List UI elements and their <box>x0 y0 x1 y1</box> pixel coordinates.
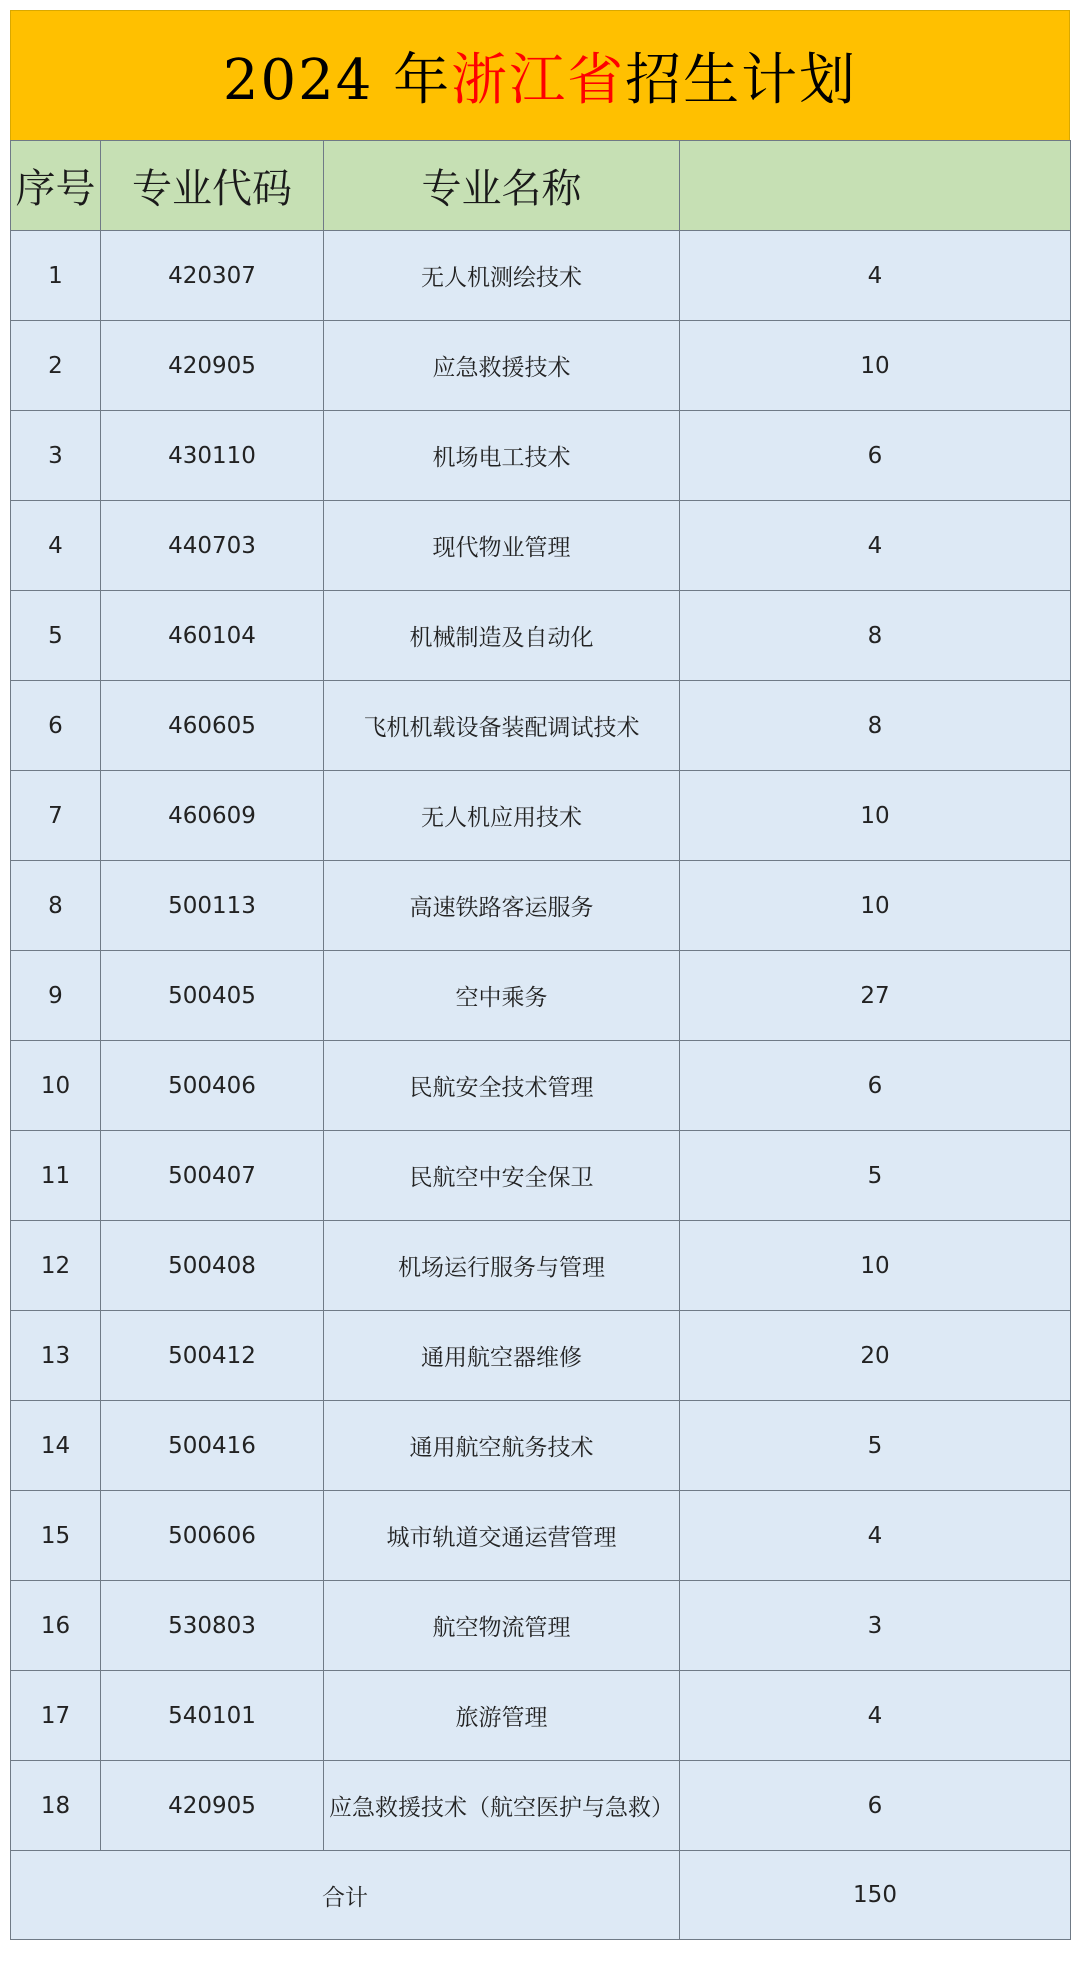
header-major-name: 专业名称 <box>324 141 680 231</box>
title-suffix: 招生计划 <box>625 47 858 113</box>
table-body <box>11 231 1071 1851</box>
cell-major-name: 应急救援技术 <box>324 321 680 411</box>
cell-serial-number: 5 <box>11 591 101 681</box>
cell-major-code: 440703 <box>101 501 324 591</box>
header-major-code: 专业代码 <box>101 141 324 231</box>
cell-major-name: 机场电工技术 <box>324 411 680 501</box>
cell-serial-number: 4 <box>11 501 101 591</box>
cell-serial-number: 10 <box>11 1041 101 1131</box>
cell-major-code: 500606 <box>101 1491 324 1581</box>
cell-plan-count: 10 <box>680 321 1071 411</box>
cell-major-code: 500408 <box>101 1221 324 1311</box>
cell-plan-count: 3 <box>680 1581 1071 1671</box>
cell-major-code: 500407 <box>101 1131 324 1221</box>
cell-serial-number: 11 <box>11 1131 101 1221</box>
cell-plan-count: 10 <box>680 1221 1071 1311</box>
cell-plan-count: 8 <box>680 591 1071 681</box>
total-value: 150 <box>680 1851 1071 1940</box>
cell-serial-number: 12 <box>11 1221 101 1311</box>
table-row <box>11 951 1071 1041</box>
cell-plan-count: 4 <box>680 1671 1071 1761</box>
cell-plan-count: 27 <box>680 951 1071 1041</box>
title-banner <box>10 10 1070 140</box>
cell-plan-count: 6 <box>680 1041 1071 1131</box>
cell-plan-count: 6 <box>680 411 1071 501</box>
table-row <box>11 1131 1071 1221</box>
cell-major-code: 500406 <box>101 1041 324 1131</box>
cell-major-code: 530803 <box>101 1581 324 1671</box>
table-row <box>11 591 1071 681</box>
table-row <box>11 411 1071 501</box>
cell-plan-count: 10 <box>680 861 1071 951</box>
cell-serial-number: 14 <box>11 1401 101 1491</box>
table-row <box>11 1401 1071 1491</box>
table-row <box>11 1491 1071 1581</box>
title-year: 2024 年 <box>222 47 452 113</box>
cell-major-code: 500416 <box>101 1401 324 1491</box>
cell-major-name: 机械制造及自动化 <box>324 591 680 681</box>
cell-plan-count: 4 <box>680 1491 1071 1581</box>
table-row <box>11 1221 1071 1311</box>
cell-major-code: 460104 <box>101 591 324 681</box>
cell-major-code: 460605 <box>101 681 324 771</box>
cell-serial-number: 16 <box>11 1581 101 1671</box>
cell-major-name: 旅游管理 <box>324 1671 680 1761</box>
cell-major-code: 420905 <box>101 321 324 411</box>
table-row <box>11 231 1071 321</box>
cell-major-name: 城市轨道交通运营管理 <box>324 1491 680 1581</box>
table-row <box>11 771 1071 861</box>
cell-serial-number: 13 <box>11 1311 101 1401</box>
cell-major-name: 无人机测绘技术 <box>324 231 680 321</box>
cell-major-name: 通用航空器维修 <box>324 1311 680 1401</box>
table-row <box>11 1761 1071 1851</box>
table-row <box>11 501 1071 591</box>
table-row <box>11 1311 1071 1401</box>
total-label: 合计 <box>11 1851 680 1940</box>
cell-major-name: 应急救援技术（航空医护与急救） <box>324 1761 680 1851</box>
cell-major-code: 420307 <box>101 231 324 321</box>
cell-plan-count: 5 <box>680 1401 1071 1491</box>
cell-plan-count: 6 <box>680 1761 1071 1851</box>
cell-major-code: 460609 <box>101 771 324 861</box>
cell-major-code: 500405 <box>101 951 324 1041</box>
cell-serial-number: 2 <box>11 321 101 411</box>
title-province: 浙江省 <box>451 47 626 113</box>
cell-major-name: 机场运行服务与管理 <box>324 1221 680 1311</box>
table-row <box>11 681 1071 771</box>
header-plan-count <box>680 141 1071 231</box>
enrollment-table <box>10 140 1071 1940</box>
cell-serial-number: 17 <box>11 1671 101 1761</box>
cell-plan-count: 10 <box>680 771 1071 861</box>
table-row <box>11 1671 1071 1761</box>
cell-major-name: 民航安全技术管理 <box>324 1041 680 1131</box>
cell-major-name: 通用航空航务技术 <box>324 1401 680 1491</box>
cell-major-code: 420905 <box>101 1761 324 1851</box>
table-row <box>11 1041 1071 1131</box>
cell-serial-number: 9 <box>11 951 101 1041</box>
cell-major-name: 高速铁路客运服务 <box>324 861 680 951</box>
cell-major-name: 民航空中安全保卫 <box>324 1131 680 1221</box>
cell-serial-number: 8 <box>11 861 101 951</box>
cell-major-name: 无人机应用技术 <box>324 771 680 861</box>
cell-major-name: 航空物流管理 <box>324 1581 680 1671</box>
cell-serial-number: 3 <box>11 411 101 501</box>
cell-major-code: 540101 <box>101 1671 324 1761</box>
cell-plan-count: 4 <box>680 231 1071 321</box>
cell-plan-count: 20 <box>680 1311 1071 1401</box>
cell-plan-count: 5 <box>680 1131 1071 1221</box>
cell-major-code: 500412 <box>101 1311 324 1401</box>
header-serial-number: 序号 <box>11 141 101 231</box>
total-row <box>11 1851 1071 1940</box>
enrollment-plan-sheet <box>10 10 1070 1940</box>
cell-major-name: 飞机机载设备装配调试技术 <box>324 681 680 771</box>
cell-serial-number: 6 <box>11 681 101 771</box>
table-row <box>11 1581 1071 1671</box>
cell-major-code: 500113 <box>101 861 324 951</box>
cell-serial-number: 7 <box>11 771 101 861</box>
cell-serial-number: 1 <box>11 231 101 321</box>
cell-plan-count: 8 <box>680 681 1071 771</box>
cell-major-code: 430110 <box>101 411 324 501</box>
cell-major-name: 空中乘务 <box>324 951 680 1041</box>
cell-major-name: 现代物业管理 <box>324 501 680 591</box>
table-header-row <box>11 141 1071 231</box>
table-row <box>11 321 1071 411</box>
table-row <box>11 861 1071 951</box>
cell-serial-number: 18 <box>11 1761 101 1851</box>
cell-plan-count: 4 <box>680 501 1071 591</box>
page-title <box>223 36 857 116</box>
cell-serial-number: 15 <box>11 1491 101 1581</box>
